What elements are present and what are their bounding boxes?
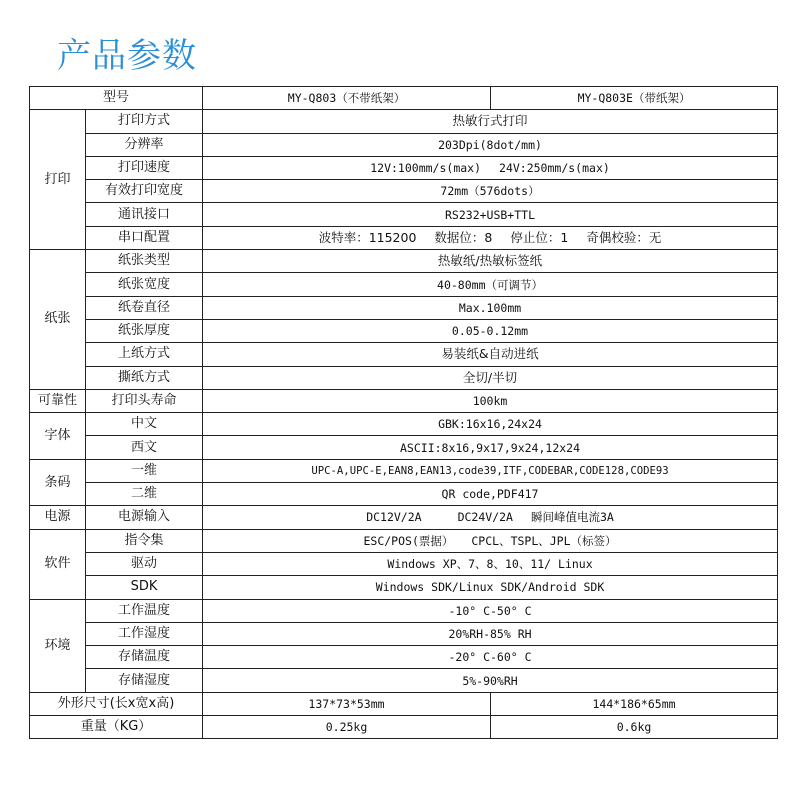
row-value xyxy=(203,506,778,529)
table-row xyxy=(30,389,778,412)
spec-table xyxy=(29,86,778,739)
table-row xyxy=(30,366,778,389)
row-label: 通讯接口 xyxy=(86,203,203,226)
serial-baud: 波特率：115200 xyxy=(318,229,417,245)
power-dc12: DC12V/2A xyxy=(366,510,422,525)
power-peak: 瞬间峰值电流3A xyxy=(530,510,614,525)
row-value: 易装纸&自动进纸 xyxy=(203,343,778,366)
speed-12v: 12V:100mm/s(max) xyxy=(370,161,482,176)
speed-24v: 24V:250mm/s(max) xyxy=(499,161,610,176)
row-label: 指令集 xyxy=(86,529,203,552)
row-label: 打印头寿命 xyxy=(86,389,203,412)
row-value: Windows SDK/Linux SDK/Android SDK xyxy=(203,576,778,599)
dimensions-label: 外形尺寸(长x宽x高) xyxy=(30,692,203,715)
table-row xyxy=(30,413,778,436)
row-label: 打印速度 xyxy=(86,156,203,179)
row-label: 有效打印宽度 xyxy=(86,180,203,203)
table-row xyxy=(30,226,778,249)
row-label: 打印方式 xyxy=(86,110,203,133)
row-value: 0.05-0.12mm xyxy=(203,319,778,342)
table-row xyxy=(30,180,778,203)
weight-label: 重量（KG） xyxy=(30,716,203,739)
dimensions-a: 137*73*53mm xyxy=(203,692,491,715)
row-value: 72mm（576dots） xyxy=(203,180,778,203)
serial-stop-bits: 停止位：1 xyxy=(510,229,569,245)
row-label: 纸张宽度 xyxy=(86,273,203,296)
model-label: 型号 xyxy=(30,87,203,110)
table-row xyxy=(30,506,778,529)
table-row xyxy=(30,576,778,599)
category-paper: 纸张 xyxy=(30,250,86,390)
table-row xyxy=(30,483,778,506)
table-row xyxy=(30,716,778,739)
row-label: 存储温度 xyxy=(86,646,203,669)
row-label: SDK xyxy=(86,576,203,599)
category-font: 字体 xyxy=(30,413,86,460)
table-row xyxy=(30,133,778,156)
table-row xyxy=(30,646,778,669)
row-value xyxy=(203,226,778,249)
dimensions-b: 144*186*65mm xyxy=(491,692,778,715)
table-row xyxy=(30,250,778,273)
row-value: GBK:16x16,24x24 xyxy=(203,413,778,436)
row-value: 全切/半切 xyxy=(203,366,778,389)
row-value: UPC-A,UPC-E,EAN8,EAN13,code39,ITF,CODEBAR,CODE128,CODE93 xyxy=(203,459,778,482)
row-label: 串口配置 xyxy=(86,226,203,249)
row-value: ASCII:8x16,9x17,9x24,12x24 xyxy=(203,436,778,459)
table-row xyxy=(30,273,778,296)
row-label: 中文 xyxy=(86,413,203,436)
category-power: 电源 xyxy=(30,506,86,529)
model-a: MY-Q803（不带纸架） xyxy=(203,87,491,110)
row-label: 分辨率 xyxy=(86,133,203,156)
table-row xyxy=(30,552,778,575)
commands-others: CPCL、TSPL、JPL（标签） xyxy=(471,533,617,548)
serial-parity: 奇偶校验：无 xyxy=(586,229,662,245)
row-value: -10° C-50° C xyxy=(203,599,778,622)
category-environment: 环境 xyxy=(30,599,86,692)
page-title: 产品参数 xyxy=(57,36,197,76)
row-value: 热敏行式打印 xyxy=(203,110,778,133)
row-value: -20° C-60° C xyxy=(203,646,778,669)
table-row xyxy=(30,529,778,552)
table-row xyxy=(30,156,778,179)
weight-b: 0.6kg xyxy=(491,716,778,739)
table-row xyxy=(30,203,778,226)
row-label: 工作湿度 xyxy=(86,622,203,645)
model-b: MY-Q803E（带纸架） xyxy=(491,87,778,110)
row-value: 203Dpi(8dot/mm) xyxy=(203,133,778,156)
row-value: RS232+USB+TTL xyxy=(203,203,778,226)
table-row xyxy=(30,692,778,715)
category-reliability: 可靠性 xyxy=(30,389,86,412)
table-row xyxy=(30,343,778,366)
row-label: 存储湿度 xyxy=(86,669,203,692)
row-value xyxy=(203,529,778,552)
row-value: 20%RH-85% RH xyxy=(203,622,778,645)
row-label: 电源输入 xyxy=(86,506,203,529)
row-value: 100km xyxy=(203,389,778,412)
table-row xyxy=(30,436,778,459)
table-row xyxy=(30,319,778,342)
serial-data-bits: 数据位：8 xyxy=(434,229,493,245)
table-row xyxy=(30,459,778,482)
power-dc24: DC24V/2A xyxy=(457,510,513,525)
row-label: 西文 xyxy=(86,436,203,459)
category-print: 打印 xyxy=(30,110,86,250)
commands-esc: ESC/POS(票据） xyxy=(363,533,454,548)
table-row xyxy=(30,296,778,319)
row-value: QR code,PDF417 xyxy=(203,483,778,506)
row-label: 驱动 xyxy=(86,552,203,575)
row-label: 纸张厚度 xyxy=(86,319,203,342)
row-label: 上纸方式 xyxy=(86,343,203,366)
row-value: 40-80mm（可调节） xyxy=(203,273,778,296)
table-row xyxy=(30,622,778,645)
row-label: 纸张类型 xyxy=(86,250,203,273)
row-label: 一维 xyxy=(86,459,203,482)
row-value: 5%-90%RH xyxy=(203,669,778,692)
row-value: Windows XP、7、8、10、11/ Linux xyxy=(203,552,778,575)
row-label: 纸卷直径 xyxy=(86,296,203,319)
table-row xyxy=(30,110,778,133)
row-value: Max.100mm xyxy=(203,296,778,319)
table-row xyxy=(30,87,778,110)
weight-a: 0.25kg xyxy=(203,716,491,739)
row-label: 二维 xyxy=(86,483,203,506)
table-row xyxy=(30,599,778,622)
row-label: 工作温度 xyxy=(86,599,203,622)
table-row xyxy=(30,669,778,692)
category-barcode: 条码 xyxy=(30,459,86,506)
row-value: 热敏纸/热敏标签纸 xyxy=(203,250,778,273)
row-value xyxy=(203,156,778,179)
row-label: 撕纸方式 xyxy=(86,366,203,389)
category-software: 软件 xyxy=(30,529,86,599)
